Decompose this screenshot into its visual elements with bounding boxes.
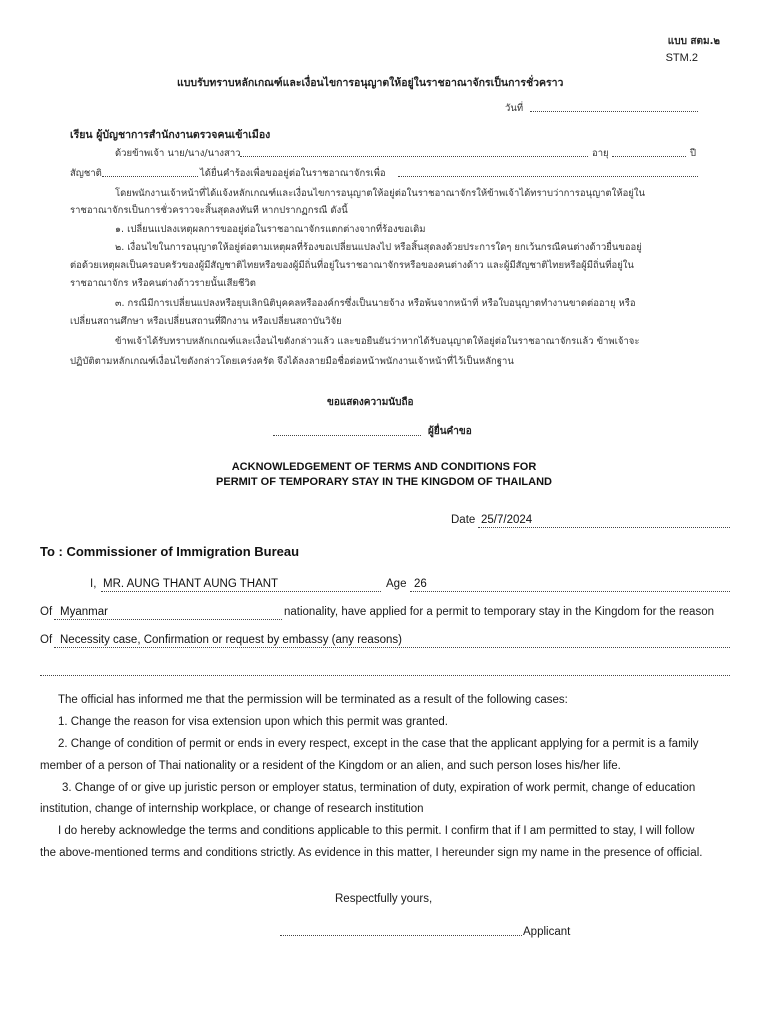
english-case3-line2: institution, change of internship workplace, or change of research institution xyxy=(40,803,424,815)
thai-item2-line1: ๒. เงื่อนไขในการอนุญาตให้อยู่ต่อตามเหตุผลที่ร้องขอเปลี่ยนแปลงไป หรือสิ้นสุดลงด้วยประการใดๆ ยกเว้นกรณีคนต่างด้าวยื่นขออยู่ xyxy=(115,242,642,253)
english-nationality-text: nationality, have applied for a permit to temporary stay in the Kingdom for the reason xyxy=(284,606,714,618)
thai-item2-line2: ต่อด้วยเหตุผลเป็นครอบครัวของผู้มีสัญชาติไทยหรือของผู้มีถิ่นที่อยู่ในราชอาณาจักรหรือของคนต่างด้าว และผู้มีสัญชาติไทยหรือผู้มีถิ่นที่อยู่ใน xyxy=(70,260,634,271)
english-date-label: Date xyxy=(451,514,476,526)
english-name-line xyxy=(101,591,381,592)
thai-purpose-line xyxy=(398,176,698,177)
thai-date-line xyxy=(530,111,698,112)
thai-nationality-label: สัญชาติ xyxy=(70,168,102,179)
thai-age-line xyxy=(612,156,686,157)
english-to-line: To : Commissioner of Immigration Bureau xyxy=(40,544,300,559)
thai-item2-line3: ราชอาณาจักร หรือคนต่างด้าวรายนั้นเสียชีวิต xyxy=(70,278,256,289)
english-case2-line2: member of a person of Thai nationality or a resident of the Kingdom or an alien, and such person loses his/her life. xyxy=(40,760,621,772)
thai-title: แบบรับทราบหลักเกณฑ์และเงื่อนไขการอนุญาตให้อยู่ในราชอาณาจักรเป็นการชั่วคราว xyxy=(177,77,564,89)
thai-salutation: เรียน ผู้บัญชาการสำนักงานตรวจคนเข้าเมือง xyxy=(70,129,271,141)
english-nationality-line xyxy=(54,619,282,620)
english-nationality-value: Myanmar xyxy=(60,606,108,618)
thai-name-label: ด้วยข้าพเจ้า นาย/นาง/นางสาว xyxy=(115,148,241,159)
english-of-label: Of xyxy=(40,606,53,618)
english-ack-line2: the above-mentioned terms and conditions strictly. As evidence in this matter, I hereunder sign my name in the presence of official. xyxy=(40,847,703,859)
thai-item3-line2: เปลี่ยนสถานศึกษา หรือเปลี่ยนสถานที่ฝึกงาน หรือเปลี่ยนสถาบันวิจัย xyxy=(70,316,342,327)
english-age-line xyxy=(410,591,730,592)
english-reason-line xyxy=(54,647,730,648)
english-ack-line1: I do hereby acknowledge the terms and conditions applicable to this permit. I confirm that if I am permitted to stay, I will follow xyxy=(58,825,695,837)
english-date-line xyxy=(478,527,730,528)
english-extra-line xyxy=(40,675,730,676)
english-title-line2: PERMIT OF TEMPORARY STAY IN THE KINGDOM OF THAILAND xyxy=(216,476,552,488)
english-title-line1: ACKNOWLEDGEMENT OF TERMS AND CONDITIONS FOR xyxy=(231,461,537,473)
english-case1: 1. Change the reason for visa extension upon which this permit was granted. xyxy=(58,716,448,728)
english-reason-value: Necessity case, Confirmation or request by embassy (any reasons) xyxy=(60,634,402,646)
english-name-value: MR. AUNG THANT AUNG THANT xyxy=(103,578,279,590)
thai-year-label: ปี xyxy=(690,148,697,159)
thai-para1-line2: ราชอาณาจักรเป็นการชั่วคราวจะสิ้นสุดลงทันที หากปรากฏกรณี ดังนี้ xyxy=(70,205,348,216)
english-form-code: STM.2 xyxy=(665,52,698,64)
thai-form-code: แบบ สตม.๒ xyxy=(667,36,720,47)
english-of-label-2: Of xyxy=(40,634,53,646)
thai-signature-line xyxy=(273,435,421,436)
thai-item1: ๑. เปลี่ยนแปลงเหตุผลการขออยู่ต่อในราชอาณาจักรแตกต่างจากที่ร้องขอเดิม xyxy=(115,224,426,235)
english-age-label: Age xyxy=(386,578,407,590)
thai-applicant-label: ผู้ยื่นคำขอ xyxy=(428,426,472,437)
thai-age-label: อายุ xyxy=(592,148,609,159)
thai-name-line xyxy=(240,156,588,157)
thai-item3-line1: ๓. กรณีมีการเปลี่ยนแปลงหรือยุบเลิกนิติบุคคลหรือองค์กรซึ่งเป็นนายจ้าง หรือพ้นจากหน้าที่ หรือใบอนุญาตทำงานขาดต่ออายุ หรือ xyxy=(115,298,636,309)
english-age-value: 26 xyxy=(414,578,427,590)
english-case3-line1: 3. Change of or give up juristic person or employer status, termination of duty, expiration of work permit, change of education xyxy=(62,782,696,794)
english-closing: Respectfully yours, xyxy=(335,893,433,905)
english-signature-line xyxy=(280,935,522,936)
thai-nationality-line xyxy=(102,176,198,177)
thai-para2-line1: ข้าพเจ้าได้รับทราบหลักเกณฑ์และเงื่อนไขดังกล่าวแล้ว และขอยืนยันว่าหากได้รับอนุญาตให้อยู่ต่อในราชอาณาจักรแล้ว ข้าพเจ้าจะ xyxy=(115,336,640,347)
english-case2-line1: 2. Change of condition of permit or ends in every respect, except in the case that the applicant applying for a permit is a family xyxy=(58,738,699,750)
thai-date-label: วันที่ xyxy=(505,103,524,114)
thai-closing: ขอแสดงความนับถือ xyxy=(327,397,414,408)
thai-para2-line2: ปฏิบัติตามหลักเกณฑ์เงื่อนไขดังกล่าวโดยเคร่งครัด จึงได้ลงลายมือชื่อต่อหน้าพนักงานเจ้าหน้าที่ไว้เป็นหลักฐาน xyxy=(70,356,514,367)
english-applicant-label: Applicant xyxy=(523,926,571,938)
english-name-label: I, xyxy=(90,578,97,590)
english-date-value: 25/7/2024 xyxy=(481,514,533,526)
thai-para1-line1: โดยพนักงานเจ้าหน้าที่ได้แจ้งหลักเกณฑ์และเงื่อนไขการอนุญาตให้อยู่ต่อในราชอาณาจักรให้ข้าพเจ้าได้ทราบว่าการอนุญาตให้อยู่ใน xyxy=(115,188,645,199)
thai-purpose-label: ได้ยื่นคำร้องเพื่อขออยู่ต่อในราชอาณาจักรเพื่อ xyxy=(200,168,386,179)
english-intro: The official has informed me that the permission will be terminated as a result of the following cases: xyxy=(58,694,568,706)
